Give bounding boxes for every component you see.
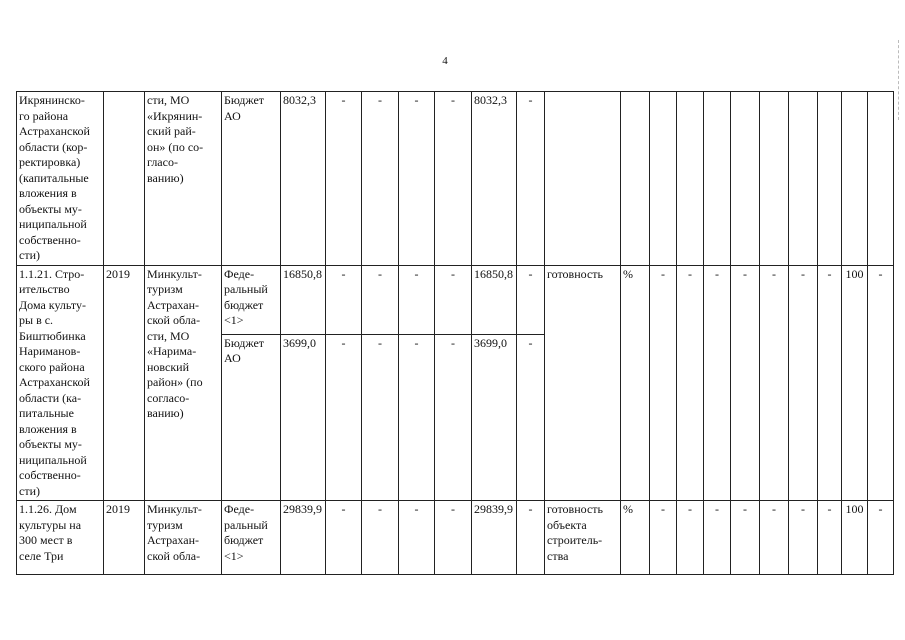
funding-total-cell: 29839,9: [281, 501, 326, 575]
indicator-value-cell: -: [818, 501, 842, 575]
indicator-value-cell: 100: [842, 501, 868, 575]
funding-year-cell: -: [362, 501, 399, 575]
year-cell: 2019: [104, 265, 145, 501]
indicator-value-cell: [650, 92, 677, 266]
indicator-value-cell: -: [760, 265, 789, 501]
unit-cell: [621, 92, 650, 266]
funding-year-cell: -: [362, 92, 399, 266]
indicator-value-cell: -: [868, 265, 894, 501]
table-row: [17, 92, 894, 266]
page-number: 4: [442, 55, 448, 67]
funding-source-cell: Феде- ральный бюджет <1>: [222, 501, 281, 575]
funding-year-cell: -: [326, 92, 362, 266]
activity-name-cell: 1.1.26. Дом культуры на 300 мест в селе Три: [17, 501, 104, 575]
executor-cell: сти, МО «Икрянин- ский рай- он» (по со- гласо- ванию): [145, 92, 222, 266]
funding-source-cell: Бюджет АО: [222, 334, 281, 500]
indicator-value-cell: -: [731, 265, 760, 501]
indicator-value-cell: -: [650, 265, 677, 501]
funding-year-cell: -: [362, 265, 399, 334]
funding-year-cell: -: [435, 334, 472, 500]
indicator-value-cell: 100: [842, 265, 868, 501]
indicator-value-cell: -: [760, 501, 789, 575]
activity-name-cell: Икрянинско- го района Астраханской области (кор- ректировка) (капитальные вложения в объекты му- ниципальной собственно- сти): [17, 92, 104, 266]
funding-year-cell: -: [399, 265, 435, 334]
year-cell: 2019: [104, 501, 145, 575]
funding-total-cell: 8032,3: [281, 92, 326, 266]
executor-cell: Минкульт- туризм Астрахан- ской обла- сти, МО «Нарима- новский район» (по согласо- ванию): [145, 265, 222, 501]
indicator-value-cell: [868, 92, 894, 266]
funding-year-cell: -: [517, 265, 545, 334]
funding-year-cell: -: [399, 334, 435, 500]
unit-cell: %: [621, 501, 650, 575]
indicator-cell: готовность объекта строитель- ства: [545, 501, 621, 575]
funding-year-cell: -: [435, 92, 472, 266]
funding-year-cell: -: [326, 501, 362, 575]
funding-year-cell: -: [517, 334, 545, 500]
table-row: [17, 501, 894, 575]
indicator-value-cell: -: [818, 265, 842, 501]
indicator-cell: готовность: [545, 265, 621, 501]
funding-year-cell: 8032,3: [472, 92, 517, 266]
indicator-value-cell: -: [789, 265, 818, 501]
funding-year-cell: -: [362, 334, 399, 500]
indicator-value-cell: -: [704, 501, 731, 575]
funding-year-cell: -: [435, 501, 472, 575]
funding-year-cell: -: [517, 501, 545, 575]
indicator-value-cell: [818, 92, 842, 266]
funding-year-cell: -: [326, 265, 362, 334]
program-table: [16, 91, 894, 575]
indicator-value-cell: [677, 92, 704, 266]
executor-cell: Минкульт- туризм Астрахан- ской обла-: [145, 501, 222, 575]
indicator-value-cell: [731, 92, 760, 266]
table-row: [17, 265, 894, 334]
unit-cell: %: [621, 265, 650, 501]
funding-year-cell: -: [399, 92, 435, 266]
indicator-value-cell: [842, 92, 868, 266]
indicator-value-cell: -: [650, 501, 677, 575]
indicator-value-cell: -: [868, 501, 894, 575]
activity-name-cell: 1.1.21. Стро- ительство Дома культу- ры в с. Биштюбинка Нариманов- ского района Астраханской области (ка- питальные вложения в объекты му- ниципальной собственно- сти): [17, 265, 104, 501]
funding-year-cell: -: [517, 92, 545, 266]
indicator-value-cell: [760, 92, 789, 266]
funding-source-cell: Бюджет АО: [222, 92, 281, 266]
indicator-value-cell: -: [677, 501, 704, 575]
funding-total-cell: 16850,8: [281, 265, 326, 334]
indicator-value-cell: [789, 92, 818, 266]
funding-year-cell: 16850,8: [472, 265, 517, 334]
indicator-value-cell: -: [731, 501, 760, 575]
funding-source-cell: Феде- ральный бюджет <1>: [222, 265, 281, 334]
funding-year-cell: -: [435, 265, 472, 334]
indicator-value-cell: [704, 92, 731, 266]
indicator-value-cell: -: [677, 265, 704, 501]
funding-year-cell: 3699,0: [472, 334, 517, 500]
funding-year-cell: -: [326, 334, 362, 500]
funding-total-cell: 3699,0: [281, 334, 326, 500]
scan-edge-marks: [894, 40, 899, 120]
indicator-cell: [545, 92, 621, 266]
funding-year-cell: 29839,9: [472, 501, 517, 575]
year-cell: [104, 92, 145, 266]
indicator-value-cell: -: [789, 501, 818, 575]
indicator-value-cell: -: [704, 265, 731, 501]
funding-year-cell: -: [399, 501, 435, 575]
